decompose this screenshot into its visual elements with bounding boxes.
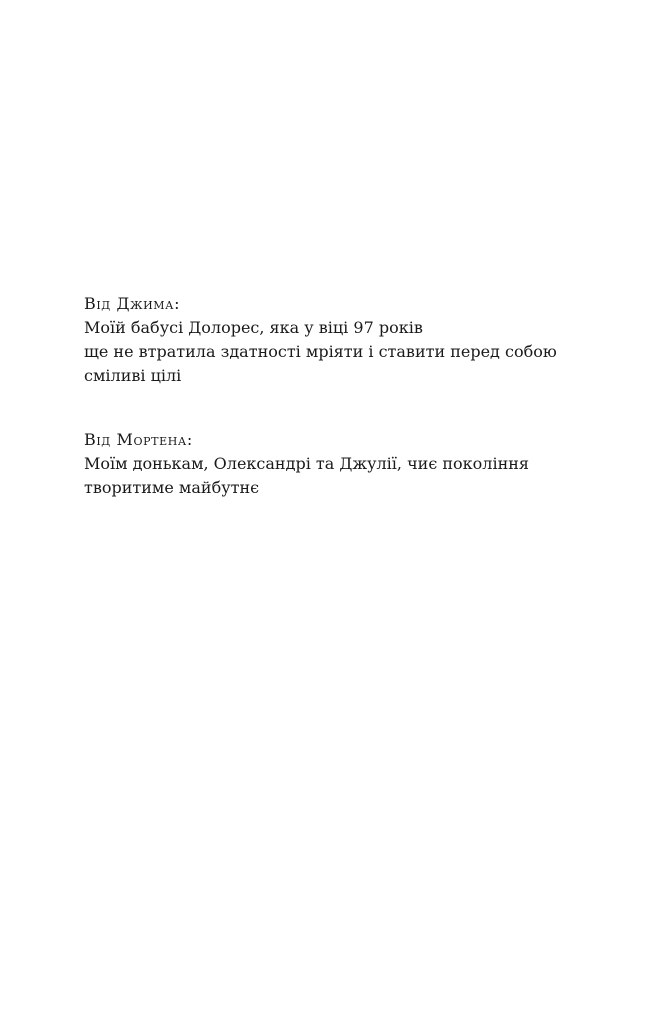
dedication-from-label: Від Джима: — [84, 294, 181, 313]
dedication-line: ще не втратила здатності мріяти і ставити перед собою — [84, 342, 557, 361]
dedication-morten — [84, 428, 604, 500]
dedication-line: творитиме майбутнє — [84, 478, 260, 497]
dedication-line: сміливі цілі — [84, 366, 182, 385]
dedication-line: Моїй бабусі Долорес, яка у віці 97 років — [84, 318, 423, 337]
dedication-from-label: Від Мортена: — [84, 430, 193, 449]
dedication-line: Моїм донькам, Олександрі та Джулії, чиє покоління — [84, 454, 529, 473]
dedication-jim — [84, 292, 604, 388]
